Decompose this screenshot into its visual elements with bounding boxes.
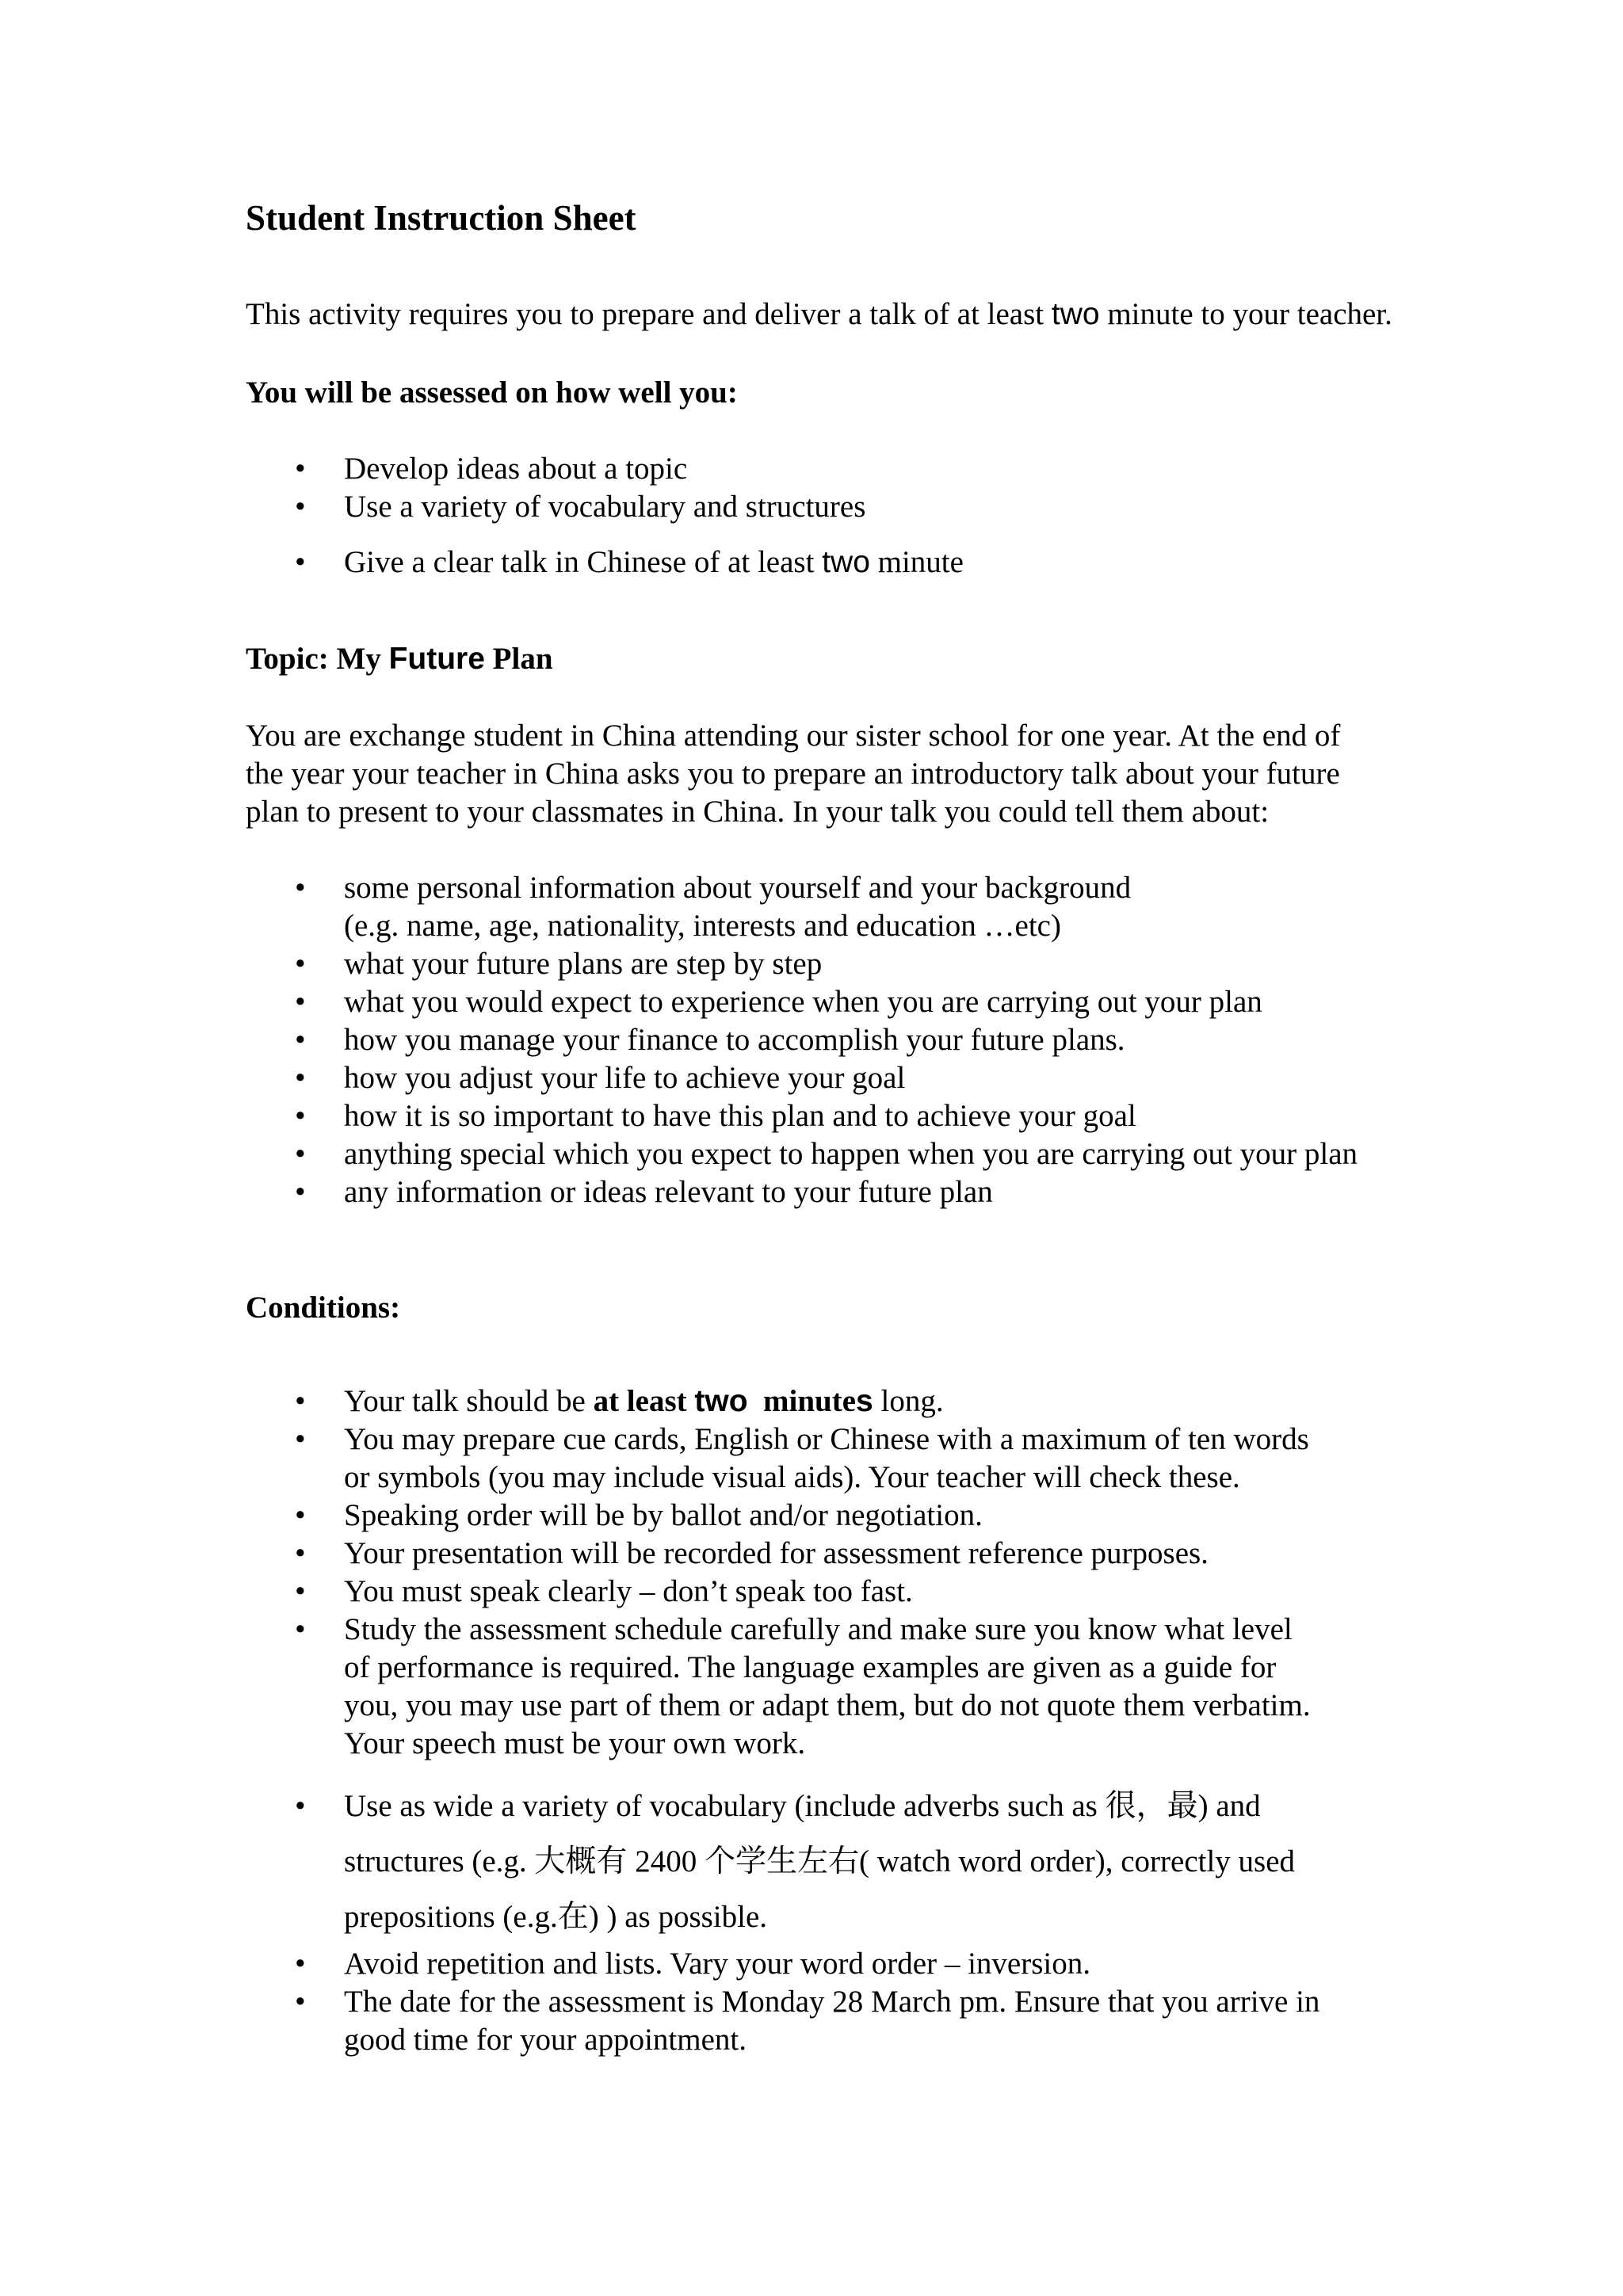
bullet-icon: • [295, 1023, 306, 1057]
bullet-icon: • [295, 1061, 306, 1095]
scenario-line: plan to present to your classmates in China. In your talk you could tell them about: [246, 795, 1270, 829]
list-item-emphasis: s [856, 1384, 873, 1418]
topic-label: Topic: My [246, 642, 389, 676]
list-item-text: some personal information about yourself and your background [344, 871, 1132, 905]
list-item-text: Your presentation will be recorded for assessment reference purposes. [344, 1536, 1209, 1570]
topic-heading [246, 640, 553, 678]
list-item [246, 1421, 1319, 1497]
chinese-text: 个学生左右 [704, 1844, 859, 1879]
chinese-text: 在 [557, 1899, 589, 1935]
bullet-icon: • [295, 1947, 306, 1981]
list-item-text-end: ) and [1197, 1789, 1261, 1823]
bullet-icon: • [295, 1384, 306, 1418]
list-item [246, 1983, 1319, 2059]
bullet-icon: • [295, 1099, 306, 1133]
bullet-icon: • [295, 1574, 306, 1608]
list-item-text: Give a clear talk in Chinese of at least [344, 545, 823, 579]
list-item-text-continued: of performance is required. The language examples are given as a guide for [344, 1650, 1277, 1684]
list-item-text: Develop ideas about a topic [344, 452, 688, 486]
list-item-text-end: ) ) as possible. [588, 1900, 768, 1934]
intro-paragraph [246, 296, 1392, 334]
list-item [246, 543, 964, 582]
bullet-icon: • [295, 947, 306, 981]
list-item-text-continued: (e.g. name, age, nationality, interests and education …etc) [344, 909, 1061, 943]
list-item-text: Your talk should be [344, 1384, 594, 1418]
list-item [246, 488, 964, 526]
list-item-text: You may prepare cue cards, English or Chinese with a maximum of ten words [344, 1422, 1309, 1456]
chinese-text: 大概有 [534, 1844, 628, 1879]
list-item-emphasis: two [822, 545, 870, 579]
list-item-text-end: long. [873, 1384, 944, 1418]
topic-label-end: Plan [484, 642, 553, 676]
list-item [246, 1021, 1358, 1059]
intro-emphasis: two [1051, 297, 1100, 331]
list-item-text-continued: good time for your appointment. [344, 2023, 747, 2057]
list-item-emphasis: two [694, 1384, 748, 1418]
list-item-text: Speaking order will be by ballot and/or negotiation. [344, 1498, 983, 1532]
list-item [246, 1945, 1319, 1983]
list-item-text: how you adjust your life to achieve your goal [344, 1061, 906, 1095]
list-item [246, 1611, 1319, 1763]
list-item [246, 1779, 1319, 1945]
list-item-text-continued: structures (e.g. [344, 1844, 535, 1878]
list-item-text: any information or ideas relevant to your future plan [344, 1175, 993, 1209]
list-item [246, 1173, 1358, 1211]
list-item-text: how you manage your finance to accomplish your future plans. [344, 1023, 1125, 1057]
list-item [246, 1573, 1319, 1611]
list-item-text-end: minute [869, 545, 964, 579]
list-item [246, 1135, 1358, 1173]
bullet-icon: • [295, 1137, 306, 1171]
bullet-icon: • [295, 490, 306, 524]
scenario-line: You are exchange student in China attending our sister school for one year. At the end of [246, 719, 1341, 753]
list-item-text: You must speak clearly – don’t speak too fast. [344, 1574, 913, 1608]
bullet-icon: • [295, 1536, 306, 1570]
list-item-text: Avoid repetition and lists. Vary your word order – inversion. [344, 1947, 1090, 1981]
scenario-paragraph [246, 717, 1340, 831]
page-title: Student Instruction Sheet [246, 198, 636, 238]
intro-text-end: minute to your teacher. [1099, 297, 1392, 331]
bullet-icon: • [295, 1422, 306, 1456]
list-item-text: how it is so important to have this plan and to achieve your goal [344, 1099, 1136, 1133]
bullet-icon: • [295, 871, 306, 905]
list-item-text-continued: 2400 [627, 1844, 705, 1878]
list-item [246, 983, 1358, 1021]
bullet-icon: • [295, 1789, 306, 1823]
list-item-text: anything special which you expect to happen when you are carrying out your plan [344, 1137, 1358, 1171]
chinese-text: 很，最 [1105, 1788, 1198, 1824]
bullet-icon: • [295, 545, 306, 579]
list-item [246, 1059, 1358, 1097]
assessed-list [246, 450, 964, 582]
bullet-icon: • [295, 452, 306, 486]
bullet-icon: • [295, 1985, 306, 2019]
scenario-line: the year your teacher in China asks you to prepare an introductory talk about your future [246, 757, 1340, 791]
conditions-heading: Conditions: [246, 1291, 401, 1325]
assessed-heading: You will be assessed on how well you: [246, 376, 738, 410]
list-item-text-continued: Your speech must be your own work. [344, 1726, 806, 1760]
topic-emphasis: Future [388, 642, 485, 676]
list-item-text-continued: prepositions (e.g. [344, 1900, 558, 1934]
list-item [246, 1097, 1358, 1135]
list-item-text: Use as wide a variety of vocabulary (include adverbs such as [344, 1789, 1106, 1823]
list-item [246, 869, 1358, 945]
bullet-icon: • [295, 1612, 306, 1646]
list-item-text: The date for the assessment is Monday 28 March pm. Ensure that you arrive in [344, 1985, 1320, 2019]
list-item-text: Study the assessment schedule carefully and make sure you know what level [344, 1612, 1293, 1646]
list-item-bold: at least [593, 1384, 695, 1418]
bullet-icon: • [295, 1175, 306, 1209]
bullet-icon: • [295, 1498, 306, 1532]
list-item-text: what you would expect to experience when you are carrying out your plan [344, 985, 1262, 1019]
talk-topics-list [246, 869, 1358, 1211]
list-item [246, 1535, 1319, 1573]
conditions-list [246, 1383, 1319, 2059]
list-item [246, 450, 964, 488]
bullet-icon: • [295, 985, 306, 1019]
list-item [246, 945, 1358, 983]
list-item-text-continued: ( watch word order), correctly used [858, 1844, 1296, 1878]
intro-text: This activity requires you to prepare and deliver a talk of at least [246, 297, 1052, 331]
list-item-text-continued: or symbols (you may include visual aids). Your teacher will check these. [344, 1460, 1240, 1494]
list-item-text: Use a variety of vocabulary and structures [344, 490, 866, 524]
list-item-text-continued: you, you may use part of them or adapt them, but do not quote them verbatim. [344, 1688, 1311, 1722]
list-item-text: what your future plans are step by step [344, 947, 823, 981]
list-item [246, 1383, 1319, 1421]
list-item [246, 1497, 1319, 1535]
list-item-bold: minute [747, 1384, 857, 1418]
